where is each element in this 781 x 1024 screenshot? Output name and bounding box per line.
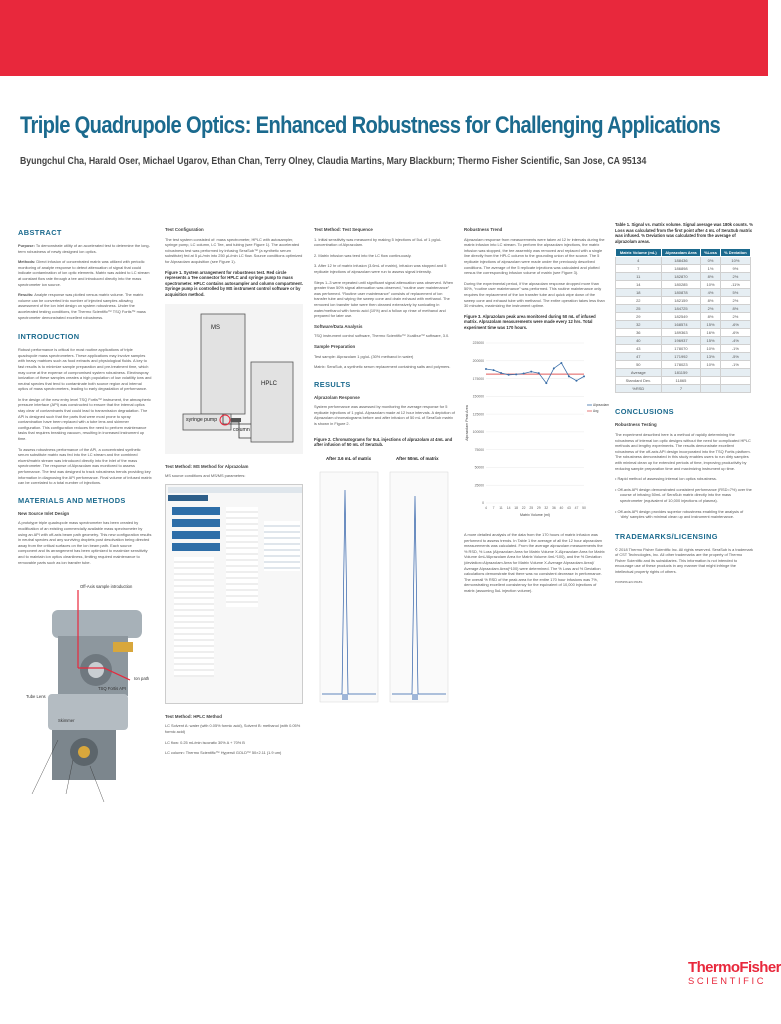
table-cell: -1%: [720, 345, 750, 353]
table-cell: 182549: [661, 313, 701, 321]
intro-paragraph: In the design of the new entry level TSQ Fortis™ instrument, the atmospheric pressure interface (API) was constructed to ensure that the internal optics stay clear of contaminants that could lead to transmission degradation. The API is designed such that the parts that were most prone to spray contamination have been replaced with a tube lens and skimmer configuration. This configuration reduces the need to perform maintenance tasks that requires breaking vacuum, resulting in increased instrument up time.: [18, 396, 151, 442]
summary-label: Standard Dev.: [616, 377, 662, 385]
x-tick-label: 4: [485, 505, 487, 510]
test-sequence-heading: Test Method: Test Sequence: [314, 227, 373, 232]
table-cell: 8%: [720, 305, 750, 313]
table-cell: 180285: [661, 281, 701, 289]
legend-label: Alprazolam: [593, 402, 609, 407]
ms-label: MS: [211, 324, 220, 331]
table-header: %Loss: [701, 249, 721, 257]
x-tick-label: 18: [514, 505, 519, 510]
table-cell: 2%: [720, 297, 750, 305]
sequence-step: 2. Matrix infusion was teed into the LC flow continuously.: [314, 252, 412, 258]
hplc-label: HPLC: [261, 380, 278, 387]
table-cell: -6%: [720, 329, 750, 337]
data-point: [583, 375, 585, 377]
table-cell: 13%: [701, 353, 721, 361]
y-tick-label: 75000: [474, 447, 484, 452]
column-5: [615, 222, 753, 590]
test-config-paragraph: The test system consisted of: mass spectrometer, HPLC with autosampler, syringe pump, LC column, LC Tee, and tubing (see Figure 1). The accelerated robustness test was performed by infusing SeraSub™ (a synthetic serum substitute) fed at 5 µL/min into 250 µL/min LC flow. Source conditions optimized for Alprazolam acquisition (see Figure 1).: [165, 236, 303, 264]
table-row: [616, 289, 751, 297]
alprazolam-response-heading: Alprazolam Response: [314, 394, 360, 400]
y-tick-label: 125000: [472, 411, 484, 416]
table-cell: 15%: [701, 321, 721, 329]
signal-vs-matrix-table: [615, 248, 751, 393]
x-tick-label: 36: [551, 505, 556, 510]
sequence-step: 3. After 12 hr of matrix infusion (3.6mL of matrix), infusion was stopped and 5 replicate injections of alprazolam were run to assess signal intensity.: [314, 263, 447, 274]
methods-text: Direct infusion of concentrated matrix was utilized with periodic monitoring of analyte response to detect attenuation of signal that could indicate contamination of ion optic elements. Matrix was added to LC stream at constant flow rate through a tee and introduced directly into the mass spectrometer ion source.: [18, 259, 150, 287]
logo-subline: SCIENTIFIC: [688, 975, 767, 986]
table-cell: 25: [616, 305, 662, 313]
x-tick-label: 29: [536, 505, 541, 510]
x-axis-label: Matrix Volume (ml): [520, 512, 550, 517]
table-cell: 182159: [661, 297, 701, 305]
x-tick-label: 22: [521, 505, 526, 510]
document-code: PO65356-EN 0518S: [615, 579, 643, 584]
table-row: [616, 337, 751, 345]
table-cell: -5%: [720, 353, 750, 361]
methods-label: Methods:: [18, 259, 36, 265]
table-cell: 9%: [720, 265, 750, 273]
results-text: Analyte response was plotted versus matrix volume. The matrix volume can be converted into number of injected samples allowing assessment of the ion inlet design on system robustness. Under the accelerated testing conditions, the Thermo Scientific™ TSQ Fortis™ mass spectrometer demonstrated excellent robustness.: [18, 292, 146, 320]
data-point: [485, 368, 487, 370]
thermo-fisher-logo: [688, 960, 781, 987]
data-point: [553, 367, 555, 369]
purpose-label: Purpose:: [18, 243, 35, 248]
hplc-method-heading: Test Method: HPLC Method: [165, 713, 222, 719]
sequence-step: 1. Initial sensitivity was measured by making 5 injections of 5uL of 1 pg/uL concentration of Alprazolam.: [314, 236, 442, 248]
hplc-line: LC Solvent A: water (with 0.05% formic acid), Solvent B: methanol (with 0.05% formic acid): [165, 723, 301, 734]
x-tick-label: 43: [567, 505, 571, 510]
y-tick-label: 150000: [472, 394, 484, 399]
sample-prep-heading: Sample Preparation: [314, 343, 356, 349]
api-intro-label: Off-Axis sample introduction: [80, 584, 133, 590]
table-row: [616, 305, 751, 313]
table-cell: -11%: [720, 281, 750, 289]
summary-value: 11865: [661, 377, 701, 385]
table-summary-row: [616, 369, 751, 377]
table-cell: 180878: [661, 289, 701, 297]
column-label: column: [233, 426, 250, 433]
table-cell: 1%: [701, 265, 721, 273]
sample-prep-line: Matrix: SeraSub, a synthetic serum replacement containing salts and polymers.: [314, 364, 451, 370]
table-cell: 8%: [701, 313, 721, 321]
robustness-trend-chart: [464, 335, 609, 525]
hplc-line: LC flow: 0.25 mL/min isocratic 30% A + 70% B: [165, 739, 245, 745]
table-cell: 32: [616, 321, 662, 329]
table-cell: 188436: [661, 257, 701, 265]
table-cell: 4: [616, 257, 662, 265]
table-row: [616, 361, 751, 369]
robustness-paragraph: Alprazolam response from measurements were taken at 12 hr intervals during the matrix infusion into LC stream. To perform the alprazolam injections, the matrix infusion was stopped, the tee assembly was removed and replaced with a single line directly from the HPLC column to the grounding union of the source. The 5 replicate injections of alprazolam were made under the previously described conditions. The average of the 5 replicate injections was calculated and plotted versus the corresponding infusion volume of matrix (see Figure 3).: [464, 236, 605, 276]
data-point: [560, 361, 562, 363]
table-row: [616, 353, 751, 361]
table-cell: 5%: [720, 289, 750, 297]
table-summary-row: [616, 377, 751, 385]
y-tick-label: 200000: [472, 358, 484, 363]
materials-heading: MATERIALS AND METHODS: [18, 495, 126, 505]
summary-value: 7: [661, 385, 701, 393]
x-tick-label: 11: [499, 505, 503, 510]
table-row: [616, 257, 751, 265]
intro-paragraph: Robust performance is critical for most routine applications of triple quadrupole mass spectrometers. These applications may involve samples with heavy matrices such as food extracts and physiological fluids. A key to fast results is to minimize sample preparation and pre-treatment time, which may come at the expense of compromised system robustness. Electrospray ionization of these samples creates a high population of low volatility ions and neutral species that tend to contaminate both source region and internal optics of mass spectrometers, leading to early degradation of performance.: [18, 347, 152, 392]
y-tick-label: 100000: [472, 429, 484, 434]
table-cell: 47: [616, 353, 662, 361]
skimmer-label: Skimmer: [58, 718, 75, 724]
system-diagram: [165, 304, 303, 454]
table-cell: -6%: [720, 321, 750, 329]
tsq-api-label: TSQ Fortis API: [98, 686, 126, 692]
api-cutaway-illustration: [18, 570, 152, 800]
table-row: [616, 321, 751, 329]
table-cell: 186898: [661, 265, 701, 273]
chromatograms: [314, 466, 456, 716]
robustness-trend-heading: Robustness Trend: [464, 227, 503, 232]
conclusions-paragraph: The experiment described here is a method of rapidly determining the robustness of internal ion optic designs without the need for complicated HPLC methods and lengthy experiments. The results demonstrate excellent robustness of the off-axis API design incorporated into the TSQ Fortis platform. The robustness demonstrated in this study enables users to run dirty samples with minimal clean up for extended periods of time, improving productivity by reducing sample preparation time and maximizing instrument up time.: [615, 431, 751, 471]
data-point: [493, 369, 495, 371]
table-cell: 15%: [701, 337, 721, 345]
table-cell: 4%: [701, 289, 721, 297]
table-cell: 7: [616, 265, 662, 273]
table-row: [616, 273, 751, 281]
trademarks-heading: TRADEMARKS/LICENSING: [615, 531, 718, 541]
table-cell: 18: [616, 289, 662, 297]
y-tick-label: 225000: [472, 340, 484, 345]
table-cell: 2%: [701, 305, 721, 313]
table-cell: 43: [616, 345, 662, 353]
figure-3-caption: Figure 3. Alprazolam peak area monitored during 50 mL of infused matrix. Alprazolam measurements were made every 12 hrs. Total experiment time was 170 hours.: [464, 313, 596, 330]
test-config-heading: Test Configuration: [165, 227, 204, 232]
table-cell: 178070: [661, 345, 701, 353]
table-cell: 10%: [701, 345, 721, 353]
table-cell: 29: [616, 313, 662, 321]
data-point: [545, 382, 547, 384]
software-heading: Software/Data Analysis: [314, 323, 363, 329]
x-tick-label: 50: [582, 505, 586, 510]
data-point: [568, 375, 570, 377]
ms-method-screenshot: [165, 484, 303, 704]
column-2: [165, 222, 303, 761]
table-cell: 14: [616, 281, 662, 289]
table-cell: 22: [616, 297, 662, 305]
results-label: Results:: [18, 292, 34, 298]
table-cell: -4%: [720, 337, 750, 345]
introduction-heading: INTRODUCTION: [18, 332, 80, 342]
y-tick-label: 0: [482, 500, 484, 505]
conclusion-bullet: • Off-axis API design demonstrated consistent performance (RSD=7%) over the course of infusing 50mL of SeraSub matrix directly into the mass spectrometer (equivalent of 10,000 injections of plasma).: [615, 486, 752, 503]
column-1: [18, 222, 152, 800]
table-cell: 178023: [661, 361, 701, 369]
trend-analysis-paragraph: A more detailed analysis of the data from the 170 hours of matrix infusion was performed to assess trends. In Table 1 the average of all the 12 hour alprazolam measurements was calculated. From the average alprazolam measurements the % RSD, % Loss (Alprazolam Area for Matrix Volume X-Alprazolam Area for Matrix Volume 4mL/Alprazolam Area for Matrix Volume 4mL*100), and the % Deviation (deviation=Alprazolam Area for Matrix Volume X-Average Alprazolam Area)/ Average Alprazolam Area)*100) were determined. The % Loss and % Deviation calculations demonstrate that there was no consistent decrease in performance. The overall % RSD of the peak area for the entire 170 hour infusions was 7%, demonstrating excellent consistency for the equivalent of 10,000 injections of matrix (assuming 5uL injection volume).: [464, 532, 605, 594]
software-paragraph: TSQ instrument control software, Thermo Scientific™ Xcalibur™ software, 3.0.: [314, 333, 450, 339]
y-tick-label: 50000: [474, 465, 484, 470]
table-cell: 10%: [701, 281, 721, 289]
table-cell: 50: [616, 361, 662, 369]
table-header: Matrix Volume (mL): [616, 249, 662, 257]
syringe-pump-label: syringe pump: [186, 416, 218, 423]
table-summary-row: [616, 385, 751, 393]
table-cell: 16%: [701, 329, 721, 337]
ms-method-paragraph: MS source conditions and MS/MS parameters:: [165, 473, 246, 479]
sample-prep-line: Test sample: Alprazolam 1 pg/uL (30% methanol in water): [314, 353, 414, 359]
table-cell: 182870: [661, 273, 701, 281]
data-point: [508, 373, 510, 375]
table-cell: 8%: [701, 297, 721, 305]
abstract-heading: ABSTRACT: [18, 228, 62, 237]
x-tick-label: 25: [529, 505, 534, 510]
table-cell: 10%: [720, 257, 750, 265]
purpose-text: To demonstrate utility of an accelerated test to determine the long-term robustness of newly designed ion optics.: [18, 243, 150, 254]
summary-label: %RSD: [616, 385, 662, 393]
table-cell: 196937: [661, 337, 701, 345]
table-cell: 2%: [720, 313, 750, 321]
conclusions-heading: CONCLUSIONS: [615, 407, 675, 417]
ion-path-label: Ion path: [134, 676, 150, 682]
table-header: Alprazolam Area: [661, 249, 701, 257]
figure-2-caption: Figure 2. Chromatograms for 5uL injections of alprazolam at 4mL and after infusion of 50 mL of SeraSub.: [314, 436, 453, 448]
y-tick-label: 25000: [474, 482, 484, 487]
tube-lens-label: Tube Lens: [26, 694, 46, 700]
x-tick-label: 32: [544, 505, 549, 510]
data-point: [515, 373, 517, 375]
table-cell: -1%: [720, 361, 750, 369]
table-row: [616, 313, 751, 321]
table-cell: 2%: [720, 273, 750, 281]
table-cell: 168574: [661, 321, 701, 329]
table-cell: 189363: [661, 329, 701, 337]
chromatogram-figure: [314, 456, 456, 716]
x-tick-label: 40: [559, 505, 564, 510]
table-row: [616, 297, 751, 305]
table-cell: 36: [616, 329, 662, 337]
legend-label: Avg: [593, 408, 599, 413]
header-band: [0, 0, 768, 76]
table-header: % Deviation: [720, 249, 750, 257]
hplc-line: LC column: Thermo Scientific™ Hypersil GOLD™ 50×2.11 (1.9 um): [165, 750, 282, 756]
column-4: [464, 222, 609, 599]
robustness-paragraph: During the experimental period, if the alprazolam response dropped more than 50%, “routine user maintenance” was performed. This routine maintenance only requires the replacement of the ion transfer tube and quick wipe down of the sweep cone and exhaust tube with methanol. The entire operation takes less than 30 minutes, maximizing the instrument uptime.: [464, 280, 605, 309]
conclusions-subheading: Robustness Testing: [615, 422, 657, 428]
logo-wordmark: ThermoFisher: [688, 959, 781, 976]
y-axis-label: Alprazolam Peak Area: [465, 404, 469, 441]
table-cell: 184725: [661, 305, 701, 313]
table-cell: 11: [616, 273, 662, 281]
x-tick-label: 14: [506, 505, 511, 510]
table-cell: 8%: [701, 273, 721, 281]
trademarks-paragraph: © 2018 Thermo Fisher Scientific Inc. All rights reserved. SeraSub is a trademark of CST Technologies, Inc. All other trademarks are the property of Thermo Fisher Scientific and its subsidiaries. This information is not intended to encourage use of these products in any manner that might infringe the intellectual property rights of others.: [615, 546, 753, 575]
table-row: [616, 281, 751, 289]
materials-subheading: New Source Inlet Design: [18, 510, 70, 516]
table-cell: 10%: [701, 361, 721, 369]
api-photo-figure: [18, 570, 152, 800]
poster-title: Triple Quadrupole Optics: Enhanced Robustness for Challenging Applications: [20, 112, 721, 139]
figure-1-caption: Figure 1. System arrangement for robustness test. Red circle represents a Tee connector for HPLC and syringe pump to mass spectrometer. HPLC contains autosampler and column compartment. Syringe pump is controlled by MS instrument control software or by acquisition method.: [165, 269, 303, 297]
intro-paragraph: To assess robustness performance of the API, a concentrated synthetic serum substitute matrix was fed into the LC stream and the combined eluent/matrix stream was introduced directly into the inlet of the mass spectrometer. The response of Alprazolam was monitored to assess performance. The test was designed to track robustness trends providing key information in diagnosing the API performance. Final volume of infused matrix can be correlated to a total number of injections.: [18, 446, 152, 486]
poster-authors: Byungchul Cha, Harald Oser, Michael Ugarov, Ethan Chan, Terry Olney, Claudia Martins, Mary Blackburn; Thermo Fisher Scientific, San Jose, CA 95134: [20, 156, 647, 167]
chromatogram-a-label: After 3.6 mL of matrix: [326, 455, 372, 461]
y-tick-label: 175000: [472, 376, 484, 381]
data-point: [500, 371, 502, 373]
x-tick-label: 47: [574, 505, 579, 510]
conclusion-bullet: • Rapid method of assessing internal ion optics robustness.: [615, 476, 717, 482]
results-heading: RESULTS: [314, 379, 351, 389]
data-point: [523, 372, 525, 374]
table-cell: 171992: [661, 353, 701, 361]
table-row: [616, 265, 751, 273]
x-tick-label: 7: [492, 505, 495, 510]
summary-value: 181159: [661, 369, 701, 377]
table-1-caption: Table 1. Signal vs. matrix volume. Signal average was 180k counts. % Loss was calculated from the first point after 4 mL of SeraSub matrix was infused. % Deviation was calculated from the average of alprazolam areas.: [615, 222, 753, 244]
column-3: [314, 222, 456, 716]
data-point: [575, 379, 577, 381]
ms-method-heading: Test Method: MS Method for Alprazolam: [165, 463, 249, 469]
sequence-paragraph: Steps 1–3 were repeated until significant signal attenuation was observed. When greater than 50% signal attenuation was observed, “routine user maintenance” was performed. “Routine user maintenance” consists of replacement of ion transfer tube and wiping the sweep cone and drain exhaust with methanol. The removed ion transfer tube were then cleaned extensively by sonicating in water/methanol with formic acid (10%) and a follow up rinse of methanol and prepared for later use.: [314, 279, 454, 319]
table-cell: 0%: [701, 257, 721, 265]
summary-label: Average: [616, 369, 662, 377]
table-row: [616, 329, 751, 337]
alprazolam-paragraph: System performance was assessed by monitoring the average response for 5 replicate injections of 1 pg/uL Alprazolam made at 12 hour intervals. A depiction of Alprazolam chromatograms before and after infusion of 50 mL of SeraSub matrix is shown in Figure 2.: [314, 404, 455, 427]
table-row: [616, 345, 751, 353]
table-cell: 40: [616, 337, 662, 345]
conclusion-bullet: • Off-axis API design provides superior robustness enabling the analysis of ‘dirty’ samples with minimal clean up and instrument maintenance.: [615, 508, 744, 520]
data-point: [538, 372, 540, 374]
materials-paragraph: A prototype triple quadrupole mass spectrometer has been created by modification of an existing commercially available mass spectrometer by using an API with off-axis beam path geometry. This new configuration results in neutral species and any surviving droplets post desolvation being directed away from the critical surfaces on the ion beam path. Each source component and its arrangement has been optimized to maximize sensitivity and to maintain ion optics cleanliness, limiting required maintenance to removable parts such as ion transfer tube.: [18, 520, 152, 565]
data-point: [530, 370, 532, 372]
chromatogram-b-label: After 50mL of matrix: [396, 455, 439, 461]
